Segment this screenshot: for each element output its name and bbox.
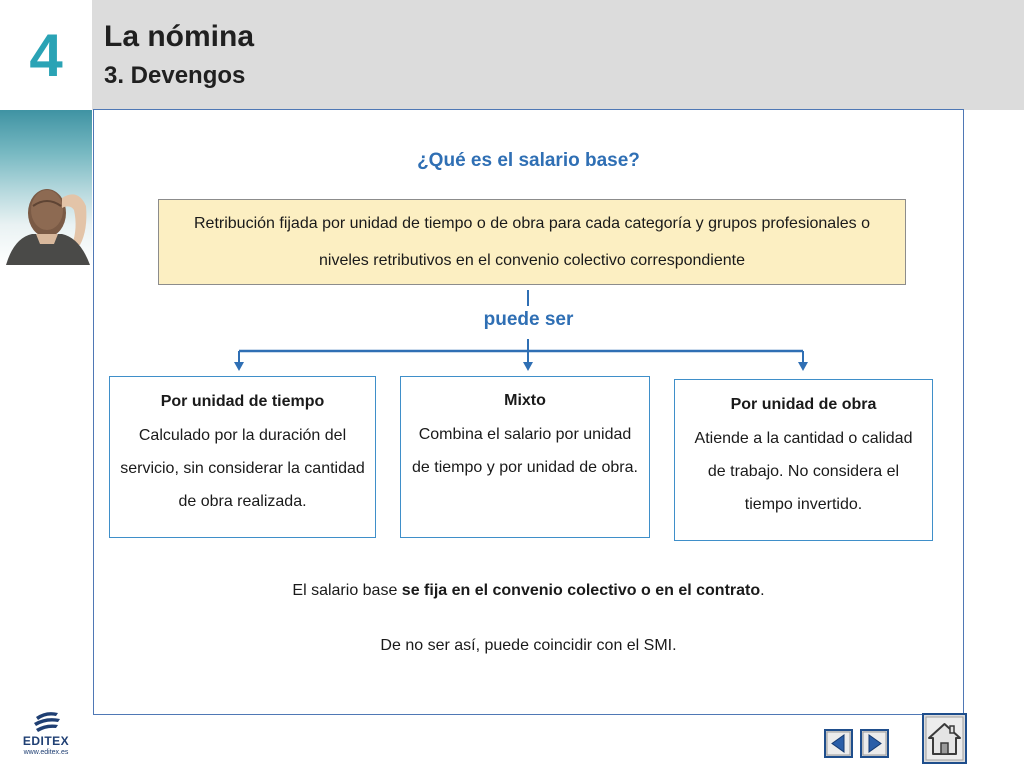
connector-label: puede ser bbox=[483, 309, 574, 330]
definition-text: Retribución fijada por unidad de tiempo o de obra para cada categoría y grupos profesionales o niveles retributivos en el convenio colectivo correspondiente bbox=[194, 215, 870, 269]
content-frame bbox=[93, 109, 964, 715]
page-title: La nómina bbox=[104, 20, 255, 53]
type-title: Por unidad de tiempo bbox=[160, 393, 325, 410]
type-box-mixto bbox=[400, 376, 650, 538]
next-button[interactable] bbox=[860, 729, 889, 758]
arrow-down-icon bbox=[798, 362, 808, 371]
type-description: Combina el salario por unidad de tiempo y por unidad de obra. bbox=[412, 426, 638, 476]
editex-logo bbox=[14, 708, 78, 760]
triangle-left-icon bbox=[824, 729, 853, 758]
type-title: Mixto bbox=[504, 392, 546, 409]
previous-button[interactable] bbox=[824, 729, 853, 758]
arrow-down-icon bbox=[523, 362, 533, 371]
type-title: Por unidad de obra bbox=[730, 396, 877, 413]
logo-name: EDITEX bbox=[22, 734, 70, 748]
type-description: Calculado por la duración del servicio, sin considerar la cantidad de obra realizada. bbox=[120, 427, 365, 510]
note-bold: se fija en el convenio colectivo o en el contrato bbox=[401, 582, 761, 599]
type-box-tiempo bbox=[109, 376, 376, 538]
connector-diagram bbox=[94, 110, 965, 410]
home-button[interactable] bbox=[922, 713, 967, 764]
type-box-obra bbox=[674, 379, 933, 541]
decorative-person-photo bbox=[0, 110, 92, 265]
type-description: Atiende a la cantidad o calidad de trabajo. No considera el tiempo invertido. bbox=[694, 430, 913, 513]
section-subtitle: 3. Devengos bbox=[104, 62, 246, 89]
logo-mark-icon bbox=[14, 708, 78, 736]
question-heading: ¿Qué es el salario base? bbox=[417, 150, 640, 171]
note-smi: De no ser así, puede coincidir con el SMI. bbox=[380, 637, 677, 654]
note-suffix: . bbox=[760, 582, 765, 599]
note-prefix: El salario base bbox=[292, 582, 402, 599]
note-convenio bbox=[94, 582, 963, 600]
logo-url: www.editex.es bbox=[23, 749, 69, 756]
triangle-right-icon bbox=[860, 729, 889, 758]
house-icon bbox=[922, 713, 967, 764]
header-band bbox=[92, 0, 1024, 110]
arrow-down-icon bbox=[234, 362, 244, 371]
chapter-number: 4 bbox=[29, 21, 63, 89]
